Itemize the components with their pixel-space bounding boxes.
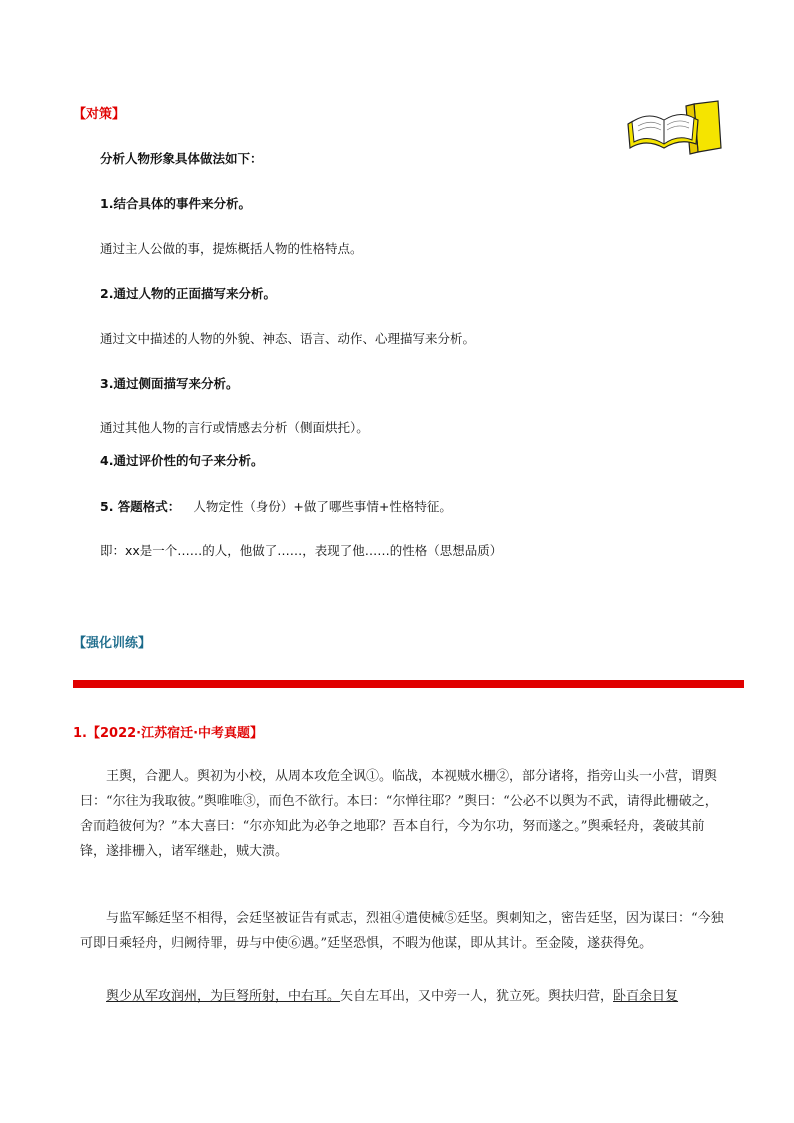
intro-text: 分析人物形象具体做法如下： xyxy=(100,151,263,166)
item-title-4: 4.通过评价性的句子来分析。 xyxy=(100,453,264,468)
question-title: 1.【2022·江苏宿迁·中考真题】 xyxy=(73,726,264,741)
passage-paragraph-3 xyxy=(80,984,730,1009)
red-divider xyxy=(73,680,744,688)
passage-text-1: 王舆，合淝人。舆初为小校，从周本攻危全讽①。临战，本视贼水栅②，部分诸将，指旁山头一小营，谓舆曰：“尔往为我取彼。”舆唯唯③，而色不欲行。本曰：“尔惮往耶？”舆曰：“公必不以舆为不武，请得此栅破之，舍而趋彼何为？”本大喜曰：“尔亦知此为必争之地耶？吾本自行，今为尔功，努而遂之。”舆乘轻舟，袭破其前锋，遂排栅入，诸军继赴，贼大溃。 xyxy=(80,769,718,859)
plain-sentence: 矢自左耳出，又中旁一人，犹立死。舆扶归营， xyxy=(340,989,614,1004)
passage-text-3 xyxy=(80,984,730,1009)
item-title-2: 2.通过人物的正面描写来分析。 xyxy=(100,286,276,301)
passage-text-2: 与监军鲧廷坚不相得，会廷坚被证告有贰志，烈祖④遣使械⑤廷坚。舆刺知之，密告廷坚，因为谋曰：“今独可即日乘轻舟，归阙待罪，毋与中使⑥遇。”廷坚恐惧，不暇为他谋，即从其计。至金陵，遂获得免。 xyxy=(80,911,724,951)
answer-format-label: 5. 答题格式： xyxy=(100,499,181,514)
item-title-3: 3.通过侧面描写来分析。 xyxy=(100,376,239,391)
section-heading-training: 【强化训练】 xyxy=(73,636,152,651)
item-title-1: 1.结合具体的事件来分析。 xyxy=(100,196,251,211)
passage-paragraph-2 xyxy=(80,906,730,956)
item-text-3: 通过其他人物的言行或情感去分析（侧面烘托）。 xyxy=(100,420,369,435)
answer-format-line xyxy=(100,496,452,515)
passage-paragraph-1 xyxy=(80,764,730,864)
underlined-sentence-b: 卧百余日复 xyxy=(613,989,679,1004)
answer-example: 即：xx是一个……的人，他做了……，表现了他……的性格（思想品质） xyxy=(100,543,503,558)
answer-format-text: 人物定性（身份）+做了哪些事情+性格特征。 xyxy=(193,499,452,514)
section-heading-duice: 【对策】 xyxy=(73,107,126,122)
book-icon xyxy=(624,98,724,160)
underlined-sentence-a: 舆少从军攻润州，为巨弩所射，中右耳。 xyxy=(106,989,341,1004)
item-text-1: 通过主人公做的事，提炼概括人物的性格特点。 xyxy=(100,241,363,256)
item-text-2: 通过文中描述的人物的外貌、神态、语言、动作、心理描写来分析。 xyxy=(100,331,476,346)
